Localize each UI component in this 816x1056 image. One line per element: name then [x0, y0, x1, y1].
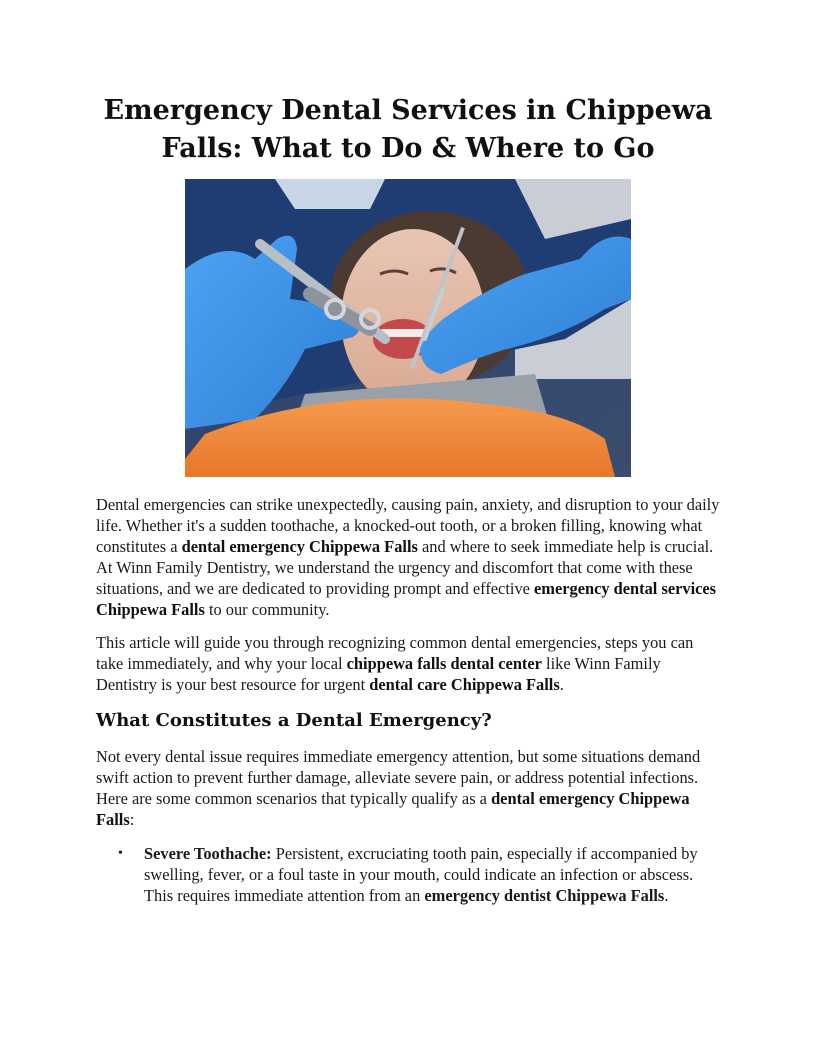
section-intro-keyword-1: dental emergency Chippewa Falls: [96, 789, 690, 829]
list-item-text-2: .: [664, 886, 669, 905]
intro-text-2: and where to seek immediate help is crucial. At Winn Family Dentistry, we understand the urgency and discomfort that come with these situations, and we are dedicated to providing prompt and effective: [96, 537, 714, 598]
guide-paragraph: [96, 632, 722, 695]
section-intro-text-1: Not every dental issue requires immediate emergency attention, but some situations demand swift action to prevent further damage, alleviate severe pain, or address potential infections. Here are some common scenarios that typically qualify as a: [96, 747, 701, 808]
article-title: Emergency Dental Services in Chippewa Falls: What to Do & Where to Go: [103, 95, 713, 164]
intro-paragraph: [96, 494, 722, 620]
intro-keyword-1: dental emergency Chippewa Falls: [181, 537, 418, 556]
guide-text-1: This article will guide you through recognizing common dental emergencies, steps you can take immediately, and why your local: [96, 633, 694, 673]
guide-keyword-1: chippewa falls dental center: [346, 654, 542, 673]
guide-text-2: like Winn Family Dentistry is your best resource for urgent: [96, 654, 661, 694]
bullet-icon: •: [118, 846, 123, 861]
emergency-list: [96, 843, 722, 906]
list-item: [96, 843, 722, 906]
list-item-text-1: Persistent, excruciating tooth pain, especially if accompanied by swelling, fever, or a foul taste in your mouth, could indicate an infection or abscess. This requires immediate attention from an: [144, 844, 698, 905]
guide-keyword-2: dental care Chippewa Falls: [369, 675, 560, 694]
section-intro-paragraph: [96, 746, 722, 830]
list-item-keyword: emergency dentist Chippewa Falls: [424, 886, 665, 905]
guide-text-3: .: [559, 675, 564, 694]
section-intro-text-2: :: [129, 810, 135, 829]
list-item-label: Severe Toothache:: [144, 844, 272, 863]
hero-photo-dentist-treating-child: [185, 179, 631, 477]
intro-keyword-2: emergency dental services Chippewa Falls: [96, 579, 717, 619]
section-heading: What Constitutes a Dental Emergency?: [96, 710, 492, 731]
intro-text-3: to our community.: [204, 600, 330, 619]
intro-text-1: Dental emergencies can strike unexpectedly, causing pain, anxiety, and disruption to your daily life. Whether it's a sudden toothache, a knocked-out tooth, or a broken filling, knowing what constitutes a: [96, 495, 720, 556]
